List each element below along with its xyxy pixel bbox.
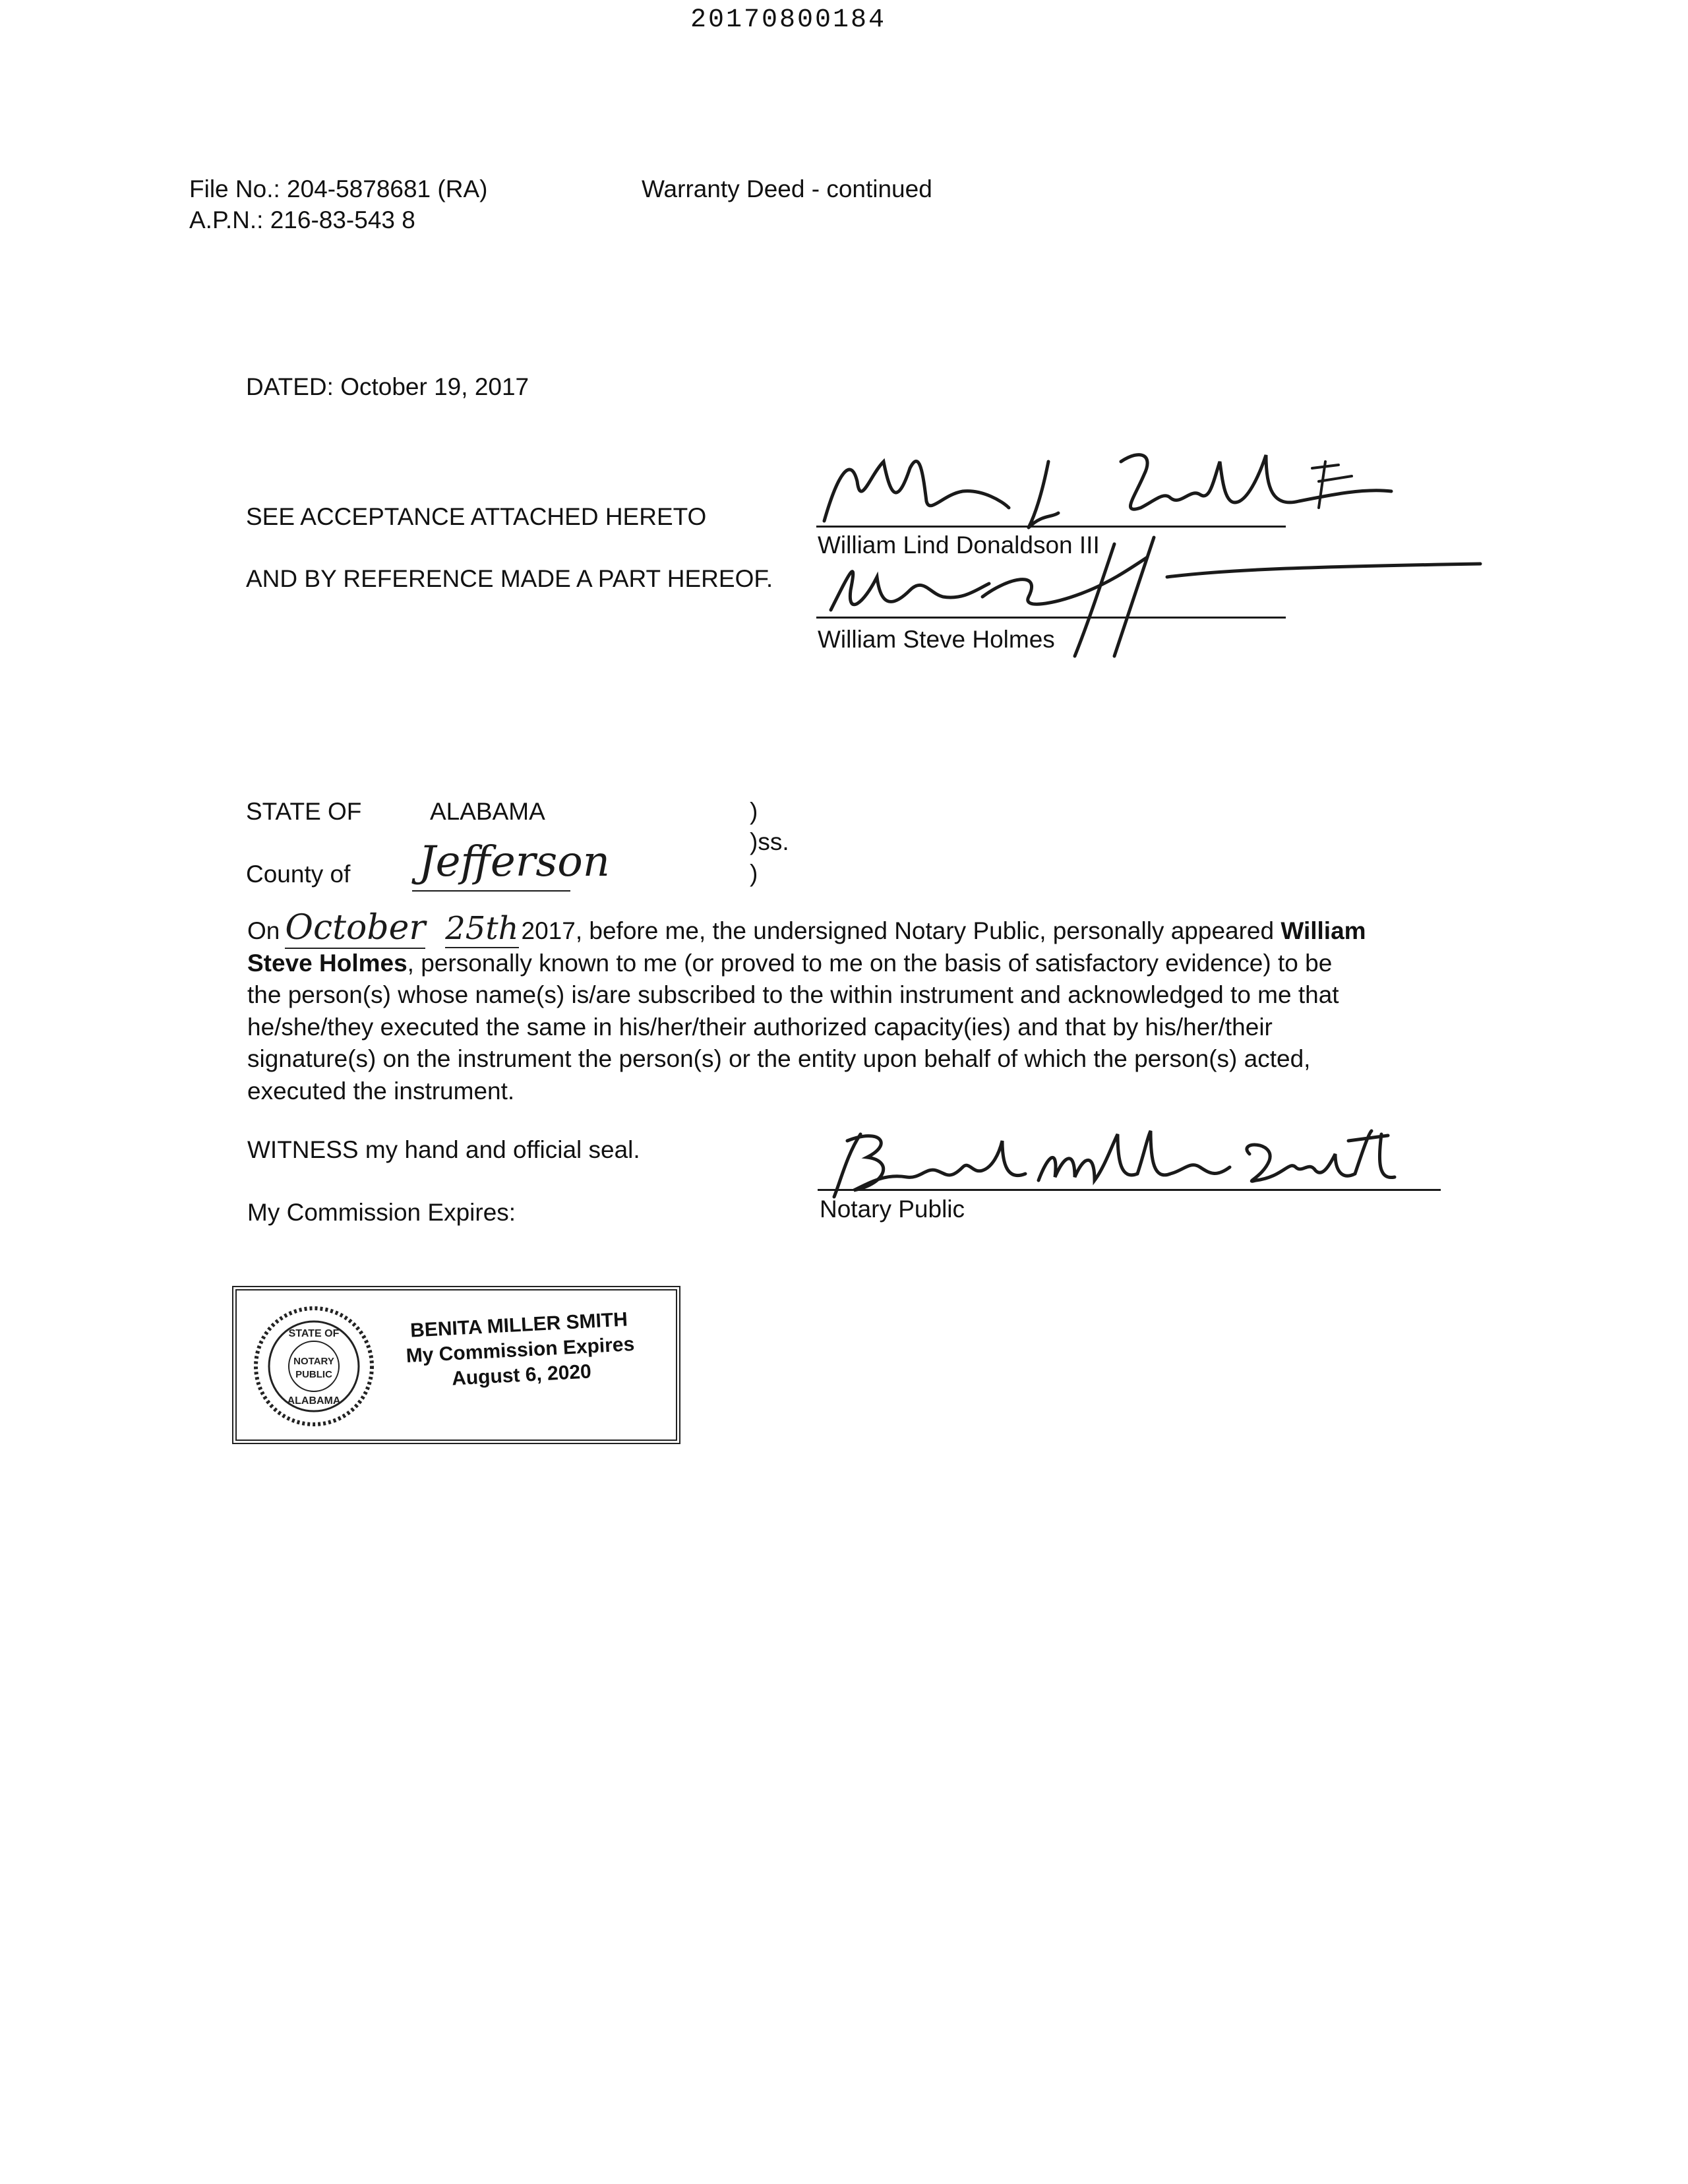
signature-line-1 (816, 526, 1286, 528)
acceptance-line-1: SEE ACCEPTANCE ATTACHED HERETO (246, 503, 707, 530)
notary-signature-line (818, 1189, 1441, 1191)
venue-paren-ss: )ss. (750, 828, 789, 855)
signer-1-name: William Lind Donaldson III (818, 531, 1100, 559)
seal-notary-name: BENITA MILLER SMITH (409, 1308, 628, 1342)
acceptance-line-2: AND BY REFERENCE MADE A PART HEREOF. (246, 565, 773, 592)
recording-number: 20170800184 (690, 5, 887, 35)
notary-seal-stamp (232, 1286, 680, 1444)
commission-label: My Commission Expires: (247, 1199, 516, 1226)
seal-text-block (400, 1307, 640, 1395)
emblem-bottom-text: ALABAMA (287, 1395, 341, 1407)
ack-line-5: signature(s) on the instrument the person(s) or the entity upon behalf of which the person(s) acted, (247, 1045, 1311, 1072)
seal-commission-line: My Commission Expires (405, 1333, 635, 1368)
dated-line: DATED: October 19, 2017 (246, 373, 529, 400)
apn-number: A.P.N.: 216-83-543 8 (189, 206, 415, 233)
notary-label: Notary Public (820, 1196, 965, 1223)
venue-paren-top: ) (750, 798, 758, 825)
seal-expiry-date: August 6, 2020 (451, 1360, 592, 1390)
ack-name-part2: Steve Holmes (247, 949, 407, 977)
county-handwritten: Jefferson (419, 837, 610, 886)
signer-2-name: William Steve Holmes (818, 626, 1055, 653)
file-number: File No.: 204-5878681 (RA) (189, 175, 488, 202)
signature-donaldson (811, 435, 1404, 541)
ack-line-2 (247, 948, 1421, 980)
ack-line-1 (247, 908, 1421, 948)
acknowledgment-paragraph (247, 908, 1421, 1107)
ack-name-part1: William (1281, 917, 1366, 944)
signature-notary (821, 1114, 1401, 1207)
ack-day-handwritten: 25th (445, 910, 519, 947)
state-value: ALABAMA (430, 798, 545, 825)
emblem-low-text: PUBLIC (295, 1369, 332, 1380)
emblem-mid-text: NOTARY (293, 1356, 334, 1367)
state-label: STATE OF (246, 798, 362, 825)
ack-on: On (247, 917, 280, 944)
witness-line: WITNESS my hand and official seal. (247, 1136, 640, 1163)
ack-line-6: executed the instrument. (247, 1077, 515, 1105)
ack-line-3: the person(s) whose name(s) is/are subscribed to the within instrument and acknowledged to me that (247, 981, 1339, 1008)
ack-line-4: he/she/they executed the same in his/her/their authorized capacity(ies) and that by his/her/their (247, 1013, 1273, 1041)
county-underline (412, 890, 570, 892)
ack-month-handwritten: October (285, 908, 426, 948)
notary-emblem-icon (251, 1304, 377, 1429)
ack-year-text: 2017, before me, the undersigned Notary Public, personally appeared (521, 917, 1275, 944)
emblem-top-text: STATE OF (288, 1328, 340, 1339)
ack-line-2-rest: , personally known to me (or proved to me on the basis of satisfactory evidence) to be (407, 949, 1333, 977)
venue-paren-bottom: ) (750, 860, 758, 887)
signature-line-2 (816, 617, 1286, 619)
document-title: Warranty Deed - continued (642, 175, 932, 202)
county-label: County of (246, 861, 351, 888)
